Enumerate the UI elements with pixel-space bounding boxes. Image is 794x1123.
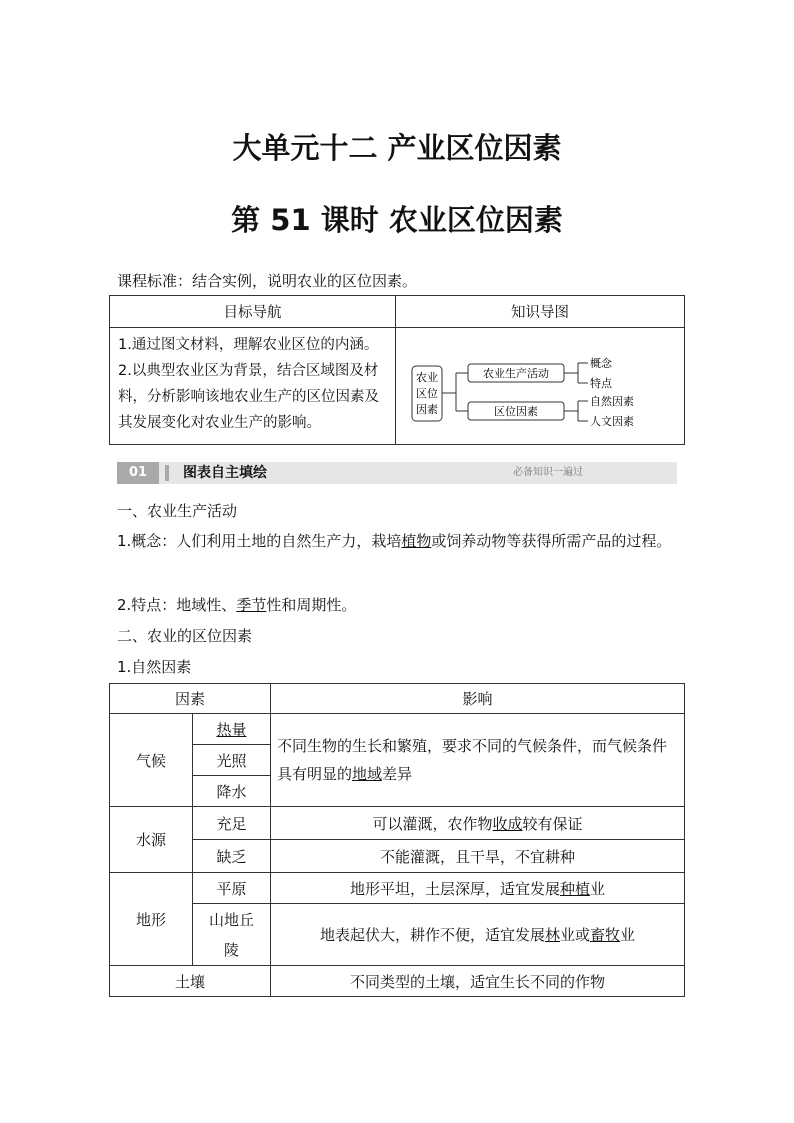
influence-plain: 地形平坦，土层深厚，适宜发展种植业 [271, 873, 685, 904]
heading-farming-activity: 一、农业生产活动 [117, 502, 238, 520]
lesson-title: 第 51 课时 农业区位因素 [231, 203, 563, 237]
mindmap-header: 知识导图 [396, 296, 685, 328]
unit-title: 大单元十二 产业区位因素 [232, 131, 562, 165]
mindmap-leaf-human: 人文因素 [590, 415, 634, 428]
mindmap-root-line1: 农业 [416, 371, 438, 384]
section-title: 图表自主填绘 [183, 465, 267, 481]
factor-plain: 平原 [193, 873, 271, 904]
natural-factor-table [109, 683, 685, 997]
goal-table [109, 295, 685, 445]
mindmap-leaf-concept: 概念 [590, 357, 612, 370]
factor-light: 光照 [193, 745, 271, 776]
goal-header: 目标导航 [110, 296, 396, 328]
goal-item-2: 2.以典型农业区为背景，结合区域图及材料，分析影响该地农业生产的区位因素及其发展变化对农业生产的影响。 [118, 363, 379, 431]
factor-climate: 气候 [110, 714, 193, 807]
mindmap-root-line3: 因素 [416, 403, 438, 416]
factor-terrain: 地形 [110, 873, 193, 966]
concept-blank: 植物 [401, 532, 432, 550]
col-header-factor: 因素 [110, 684, 271, 714]
mindmap-branch-2-label: 区位因素 [494, 405, 538, 418]
mindmap-diagram [396, 328, 676, 444]
subheading-natural-factors: 1.自然因素 [117, 658, 192, 676]
factor-hill: 山地丘陵 [193, 904, 271, 966]
mindmap-cell [396, 328, 685, 445]
factor-water: 水源 [110, 807, 193, 873]
influence-water-sufficient: 可以灌溉，农作物收成较有保证 [271, 807, 685, 840]
factor-water-sufficient: 充足 [193, 807, 271, 840]
mindmap-branch-1-label: 农业生产活动 [483, 367, 549, 380]
section-note: 必备知识一遍过 [513, 467, 583, 478]
mindmap-root-line2: 区位 [416, 387, 438, 400]
factor-heat: 热量 [193, 714, 271, 745]
livestock-blank: 畜牧 [590, 926, 621, 944]
heading-location-factors: 二、农业的区位因素 [117, 627, 253, 645]
factor-soil: 土壤 [110, 966, 271, 997]
planting-blank: 种植 [559, 879, 590, 898]
section-bar [117, 462, 677, 484]
col-header-influence: 影响 [271, 684, 685, 714]
mindmap-leaf-feature: 特点 [590, 377, 612, 390]
feature-blank: 季节 [236, 596, 267, 614]
climate-blank: 地域 [352, 765, 383, 783]
course-standard: 课程标准：结合实例，说明农业的区位因素。 [117, 272, 418, 290]
section-number: 01 [117, 462, 159, 484]
factor-rain: 降水 [193, 776, 271, 807]
mindmap-leaf-natural: 自然因素 [590, 395, 634, 408]
influence-soil: 不同类型的土壤，适宜生长不同的作物 [271, 966, 685, 997]
concept-paragraph: 1.概念：人们利用土地的自然生产力，栽培植物或饲养动物等获得所需产品的过程。 [117, 532, 672, 550]
goal-list [110, 328, 396, 445]
feature-line: 2.特点：地域性、季节性和周期性。 [117, 596, 357, 614]
goal-item-1: 1.通过图文材料，理解农业区位的内涵。 [118, 337, 379, 353]
forestry-blank: 林 [544, 926, 560, 944]
section-separator [165, 465, 169, 481]
influence-climate: 不同生物的生长和繁殖，要求不同的气候条件，而气候条件具有明显的地域差异 [271, 714, 685, 807]
factor-water-lack: 缺乏 [193, 840, 271, 873]
harvest-blank: 收成 [492, 814, 523, 833]
influence-hill: 地表起伏大，耕作不便，适宜发展林业或畜牧业 [271, 904, 685, 966]
influence-water-lack: 不能灌溉，且干旱，不宜耕种 [271, 840, 685, 873]
